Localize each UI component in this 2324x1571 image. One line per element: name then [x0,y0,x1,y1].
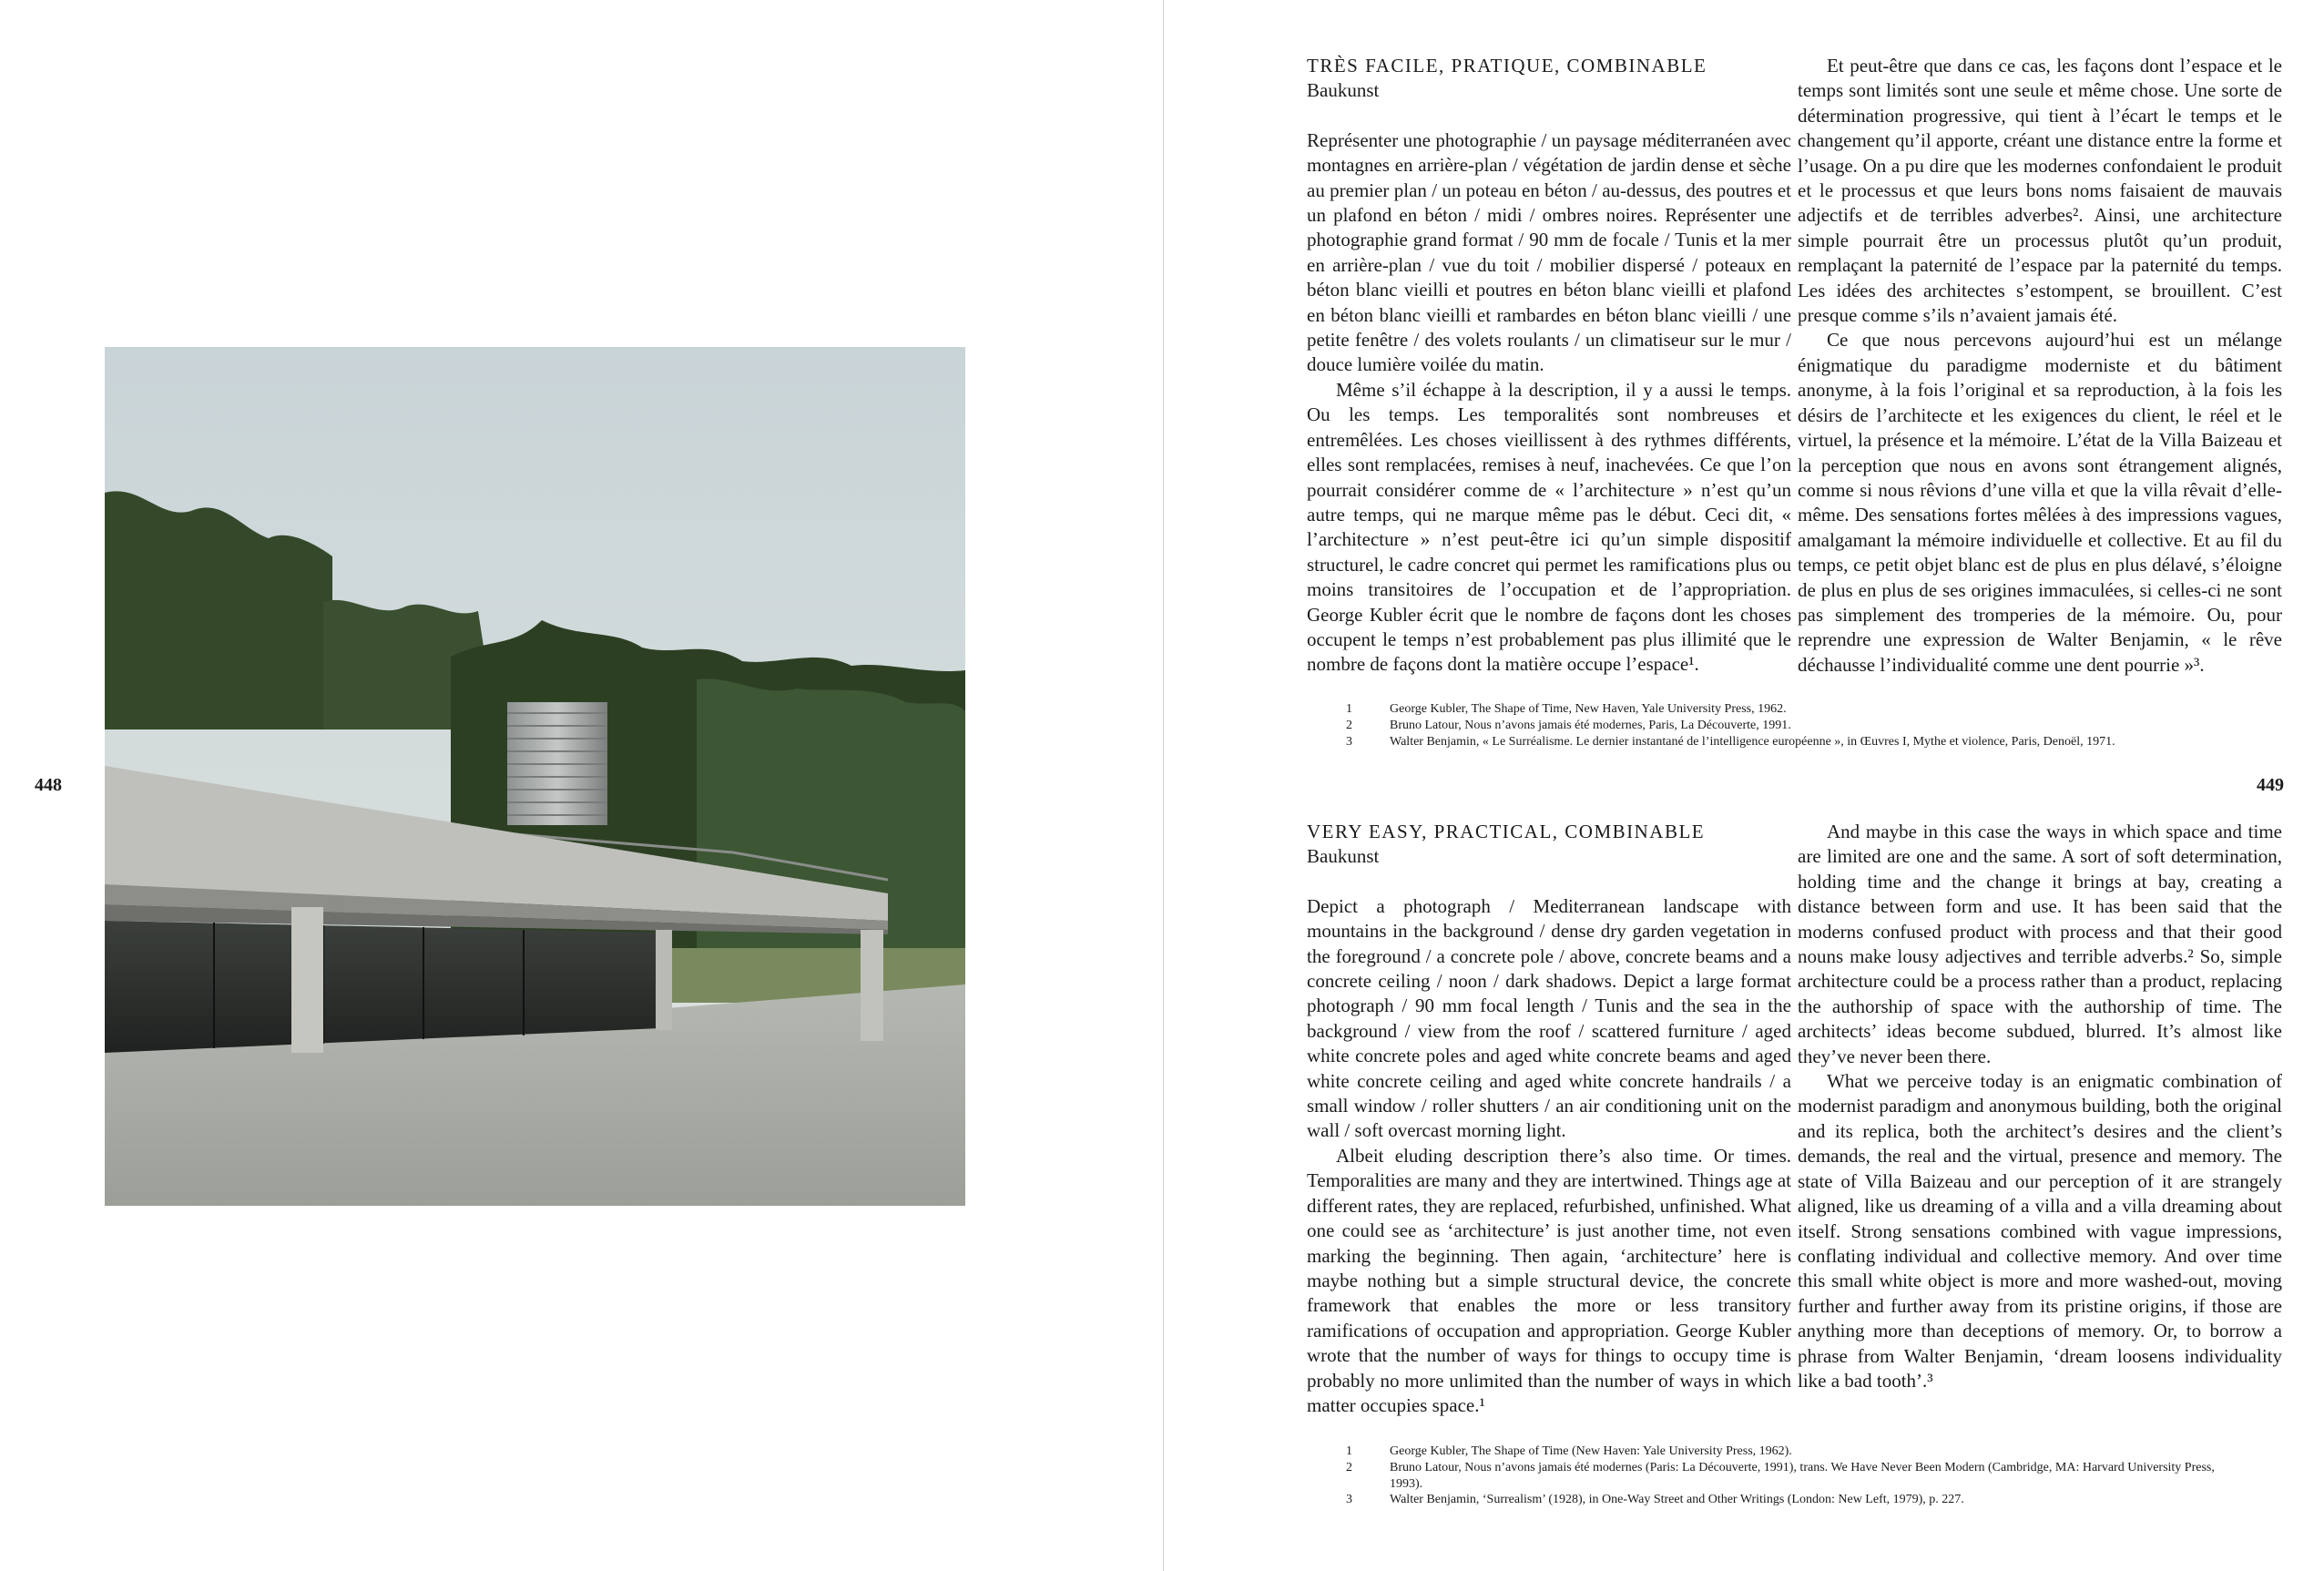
english-paragraph-4: What we perceive today is an enigmatic combination of modernist paradigm and anonymous building, both the original and its replica, both the architect’s desires and the client’s demands, the real and the virtual, presence and memory. The state of Villa Baizeau and our perception of it are strangely aligned, like us dreaming of a villa and a villa dreaming about itself. Strong sensations combined with vague impressions, conflating individual and collective memory. And over time this small white object is more and more washed-out, moving further and further away from its pristine origins, if those are anything more than deceptions of memory. Or, to borrow a phrase from Walter Benjamin, ‘dream loosens individuality like a bad tooth’.³ [1798,1070,2282,1392]
english-column-right [1798,820,2282,1393]
footnote: 3 Walter Benjamin, ‘Surrealism’ (1928), in One-Way Street and Other Writings (London: New Left, 1979), p. 227. [1346,1493,1964,1507]
footnote: 1 George Kubler, The Shape of Time (New Haven: Yale University Press, 1962). [1346,1444,1792,1458]
english-paragraph-2: Albeit eluding description there’s also time. Or times. Temporalities are many and they are intertwined. Things age at different rates, they are replaced, refurbished, unfinished. What one could see as ‘architecture’ is just another time, not even marking the beginning. Then again, ‘architecture’ here is maybe nothing but a simple structural device, the concrete framework that enables the more or less transitory ramifications of occupation and appropriation. George Kubler wrote that the number of ways for things to occupy time is probably no more unlimited than the number of ways in which matter occupies space.¹ [1307,1144,1791,1416]
page-number-right: 449 [2257,775,2284,795]
french-footnotes [1307,701,2318,750]
english-paragraph-1: Depict a photograph / Mediterranean landscape with mountains in the background / dense dry garden vegetation in the foreground / a concrete pole / above, concrete beams and a concrete ceiling / noon / dark shadows. Depict a large format photograph / 90 mm focal length / Tunis and the sea in the background / view from the roof / scattered furniture / aged white concrete poles and aged white concrete beams and aged white concrete ceiling and aged white concrete handrails / a small window / roller shutters / an air conditioning unit on the wall / soft overcast morning light. [1307,894,1791,1142]
french-paragraph-4: Ce que nous percevons aujourd’hui est un mélange énigmatique du paradigme moderniste et du bâtiment anonyme, à la fois l’original et sa reproduction, à la fois les désirs de l’architecte et les exigences du client, le réel et le virtuel, la présence et la mémoire. L’état de la Villa Baizeau et la perception que nous en avons sont étrangement alignés, comme si nous rêvions d’une villa et que la villa rêvait d’elle-même. Des sensations fortes mêlées à des impressions vagues, amalgamant la mémoire individuelle et collective. Et au fil du temps, ce petit objet blanc est de plus en plus délavé, s’éloigne de plus en plus de ses origines immaculées, si celles-ci ne sont pas simplement des tromperies de la mémoire. Ou, pour reprendre une expression de Walter Benjamin, « le rêve déchausse l’individualité comme une dent pourrie »³. [1798,329,2282,676]
french-paragraph-2: Même s’il échappe à la description, il y a aussi le temps. Ou les temps. Les temporalités sont nombreuses et entremêlées. Les choses vieillissent à des rythmes différents, elles sont remplacées, remises à neuf, inachevées. Ce que l’on pourrait considérer comme de « l’architecture » n’est qu’un autre temps, qui ne marque même pas le début. Ceci dit, « l’architecture » n’est peut-être ici qu’un simple dispositif structurel, le cadre concret qui permet les ramifications plus ou moins transitoires de l’occupation et de l’appropriation. George Kubler écrit que le nombre de façons dont les choses occupent le temps n’est probablement pas plus illimité que le nombre de façons dont la matière occupe l’espace¹. [1307,378,1791,676]
footnote: 2 Bruno Latour, Nous n’avons jamais été modernes, Paris, La Découverte, 1991. [1346,718,1791,732]
french-paragraph-1: Représenter une photographie / un paysage méditerranéen avec montagnes en arrière-plan / végétation de jardin dense et sèche au premier plan / un poteau en béton / au-dessus, des poutres et un plafond en béton / midi / ombres noires. Représenter une photographie grand format / 90 mm de focale / Tunis et la mer en arrière-plan / vue du toit / mobilier dispersé / poteaux en béton blanc vieilli et poutres en béton blanc vieilli et plafond en béton blanc vieilli et rambardes en béton blanc vieilli / une petite fenêtre / des volets roulants / un climatiseur sur le mur / douce lumière voilée du matin. [1307,128,1791,376]
english-title: VERY EASY, PRACTICAL, COMBINABLE [1307,821,1706,842]
footnote: 3 Walter Benjamin, « Le Surréalisme. Le dernier instantané de l’intelligence européenne », in Œuvres I, Mythe et violence, Paris, Denoël, 1971. [1346,734,2115,749]
french-title: TRÈS FACILE, PRATIQUE, COMBINABLE [1307,55,1707,77]
page-gutter [1163,0,1164,1571]
french-column-right [1798,54,2282,678]
footnote: 2 Bruno Latour, Nous n’avons jamais été modernes (Paris: La Découverte, 1991), trans. We Have Never Been Modern (Cambridge, MA: Harvard University Press, 1993). [1346,1460,2215,1491]
english-subtitle: Baukunst [1307,845,1380,868]
french-subtitle: Baukunst [1307,79,1380,102]
english-column-left [1307,820,1791,1418]
english-footnotes [1307,1443,2249,1508]
french-column-left [1307,54,1791,678]
page-number-left: 448 [35,775,62,795]
english-paragraph-3: And maybe in this case the ways in which space and time are limited are one and the same. A sort of soft determination, holding time and the change it brings at bay, creating a distance between form and use. It has been said that the moderns confused product with process and that their good nouns make lousy adjectives and terrible adverbs.² So, simple architecture could be a process rather than a product, replacing the authorship of space with the authorship of time. The architects’ ideas become subdued, blurred. It’s almost like they’ve never been there. [1798,821,2282,1067]
footnote: 1 George Kubler, The Shape of Time, New Haven, Yale University Press, 1962. [1346,702,1787,716]
french-paragraph-3: Et peut-être que dans ce cas, les façons dont l’espace et le temps sont limités sont une seule et même chose. Une sorte de détermination progressive, qui tient à l’écart le temps et le changement qu’il apporte, créant une distance entre la forme et l’usage. On a pu dire que les modernes confondaient le produit et le processus et que leurs bons noms faisaient de mauvais adjectifs et de terribles adverbes². Ainsi, une architecture simple pourrait être un processus plutôt qu’un produit, remplaçant la paternité de l’espace par la paternité du temps. Les idées des architectes s’estompent, se brouillent. C’est presque comme s’ils n’avaient jamais été. [1798,55,2282,327]
concrete-building-photo [105,347,965,1206]
